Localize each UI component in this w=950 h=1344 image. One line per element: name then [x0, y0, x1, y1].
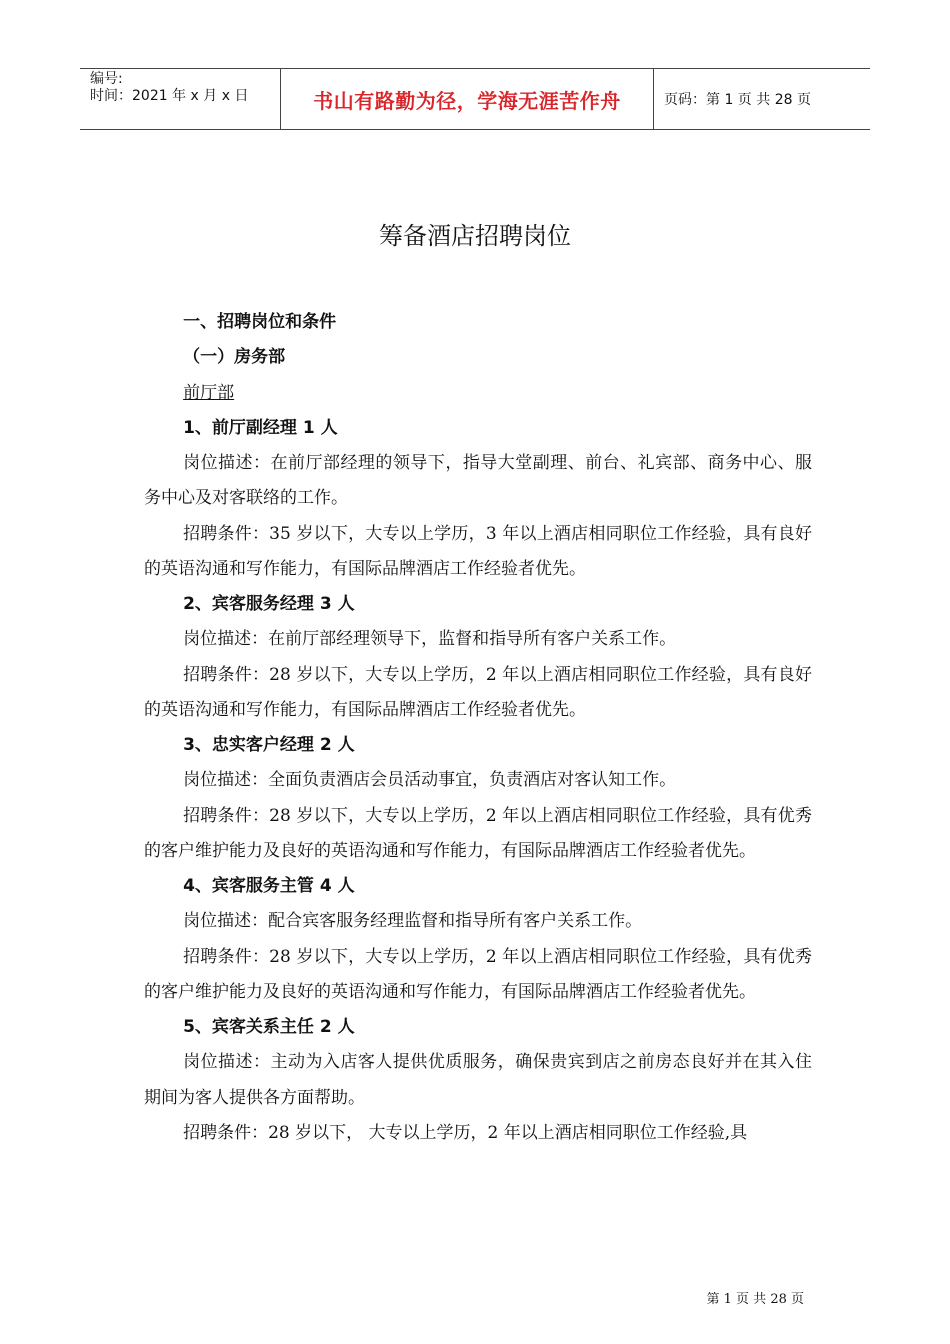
department-heading: （一）房务部 — [183, 347, 286, 368]
document-body — [144, 305, 812, 1151]
position-heading: 2、宾客服务经理 3 人 — [183, 594, 355, 614]
page-number-label: 页码：第 1 页 共 28 页 — [664, 92, 811, 108]
serial-label: 编号: — [90, 71, 123, 87]
position-requirements: 招聘条件：28 岁以下，大专以上学历，2 年以上酒店相同职位工作经验，具有优秀的客户维护能力及良好的英语沟通和写作能力，有国际品牌酒店工作经验者优先。 — [144, 946, 812, 1002]
subdepartment-heading: 前厅部 — [183, 382, 235, 403]
position-heading: 5、宾客关系主任 2 人 — [183, 1017, 355, 1037]
position-description: 岗位描述：在前厅部经理的领导下，指导大堂副理、前台、礼宾部、商务中心、服务中心及对客联络的工作。 — [144, 453, 812, 509]
position-requirements: 招聘条件：28 岁以下，大专以上学历，2 年以上酒店相同职位工作经验，具有优秀的客户维护能力及良好的英语沟通和写作能力，有国际品牌酒店工作经验者优先。 — [144, 805, 812, 861]
position-description: 岗位描述：主动为入店客人提供优质服务，确保贵宾到店之前房态良好并在其入住期间为客人提供各方面帮助。 — [144, 1052, 812, 1108]
time-label: 时间：2021 年 x 月 x 日 — [90, 88, 249, 104]
document-title: 筹备酒店招聘岗位 — [379, 222, 571, 250]
page-header — [80, 68, 870, 130]
position-requirements: 招聘条件：28 岁以下， 大专以上学历，2 年以上酒店相同职位工作经验,具 — [183, 1122, 748, 1143]
motto-text: 书山有路勤为径，学海无涯苦作舟 — [313, 88, 621, 113]
position-description: 岗位描述：配合宾客服务经理监督和指导所有客户关系工作。 — [183, 911, 643, 932]
header-motto-cell — [281, 69, 654, 129]
header-meta-cell — [80, 69, 281, 129]
position-heading: 4、宾客服务主管 4 人 — [183, 876, 355, 896]
page-footer: 第 1 页 共 28 页 — [706, 1292, 804, 1307]
position-requirements: 招聘条件：28 岁以下，大专以上学历，2 年以上酒店相同职位工作经验，具有良好的英语沟通和写作能力，有国际品牌酒店工作经验者优先。 — [144, 664, 812, 720]
position-requirements: 招聘条件：35 岁以下，大专以上学历，3 年以上酒店相同职位工作经验，具有良好的英语沟通和写作能力，有国际品牌酒店工作经验者优先。 — [144, 523, 812, 579]
position-heading: 1、前厅副经理 1 人 — [183, 417, 338, 438]
header-page-cell — [654, 69, 870, 129]
section-heading: 一、招聘岗位和条件 — [183, 312, 337, 332]
position-heading: 3、忠实客户经理 2 人 — [183, 735, 355, 755]
position-description: 岗位描述：全面负责酒店会员活动事宜，负责酒店对客认知工作。 — [183, 770, 677, 791]
position-description: 岗位描述：在前厅部经理领导下，监督和指导所有客户关系工作。 — [183, 629, 677, 650]
